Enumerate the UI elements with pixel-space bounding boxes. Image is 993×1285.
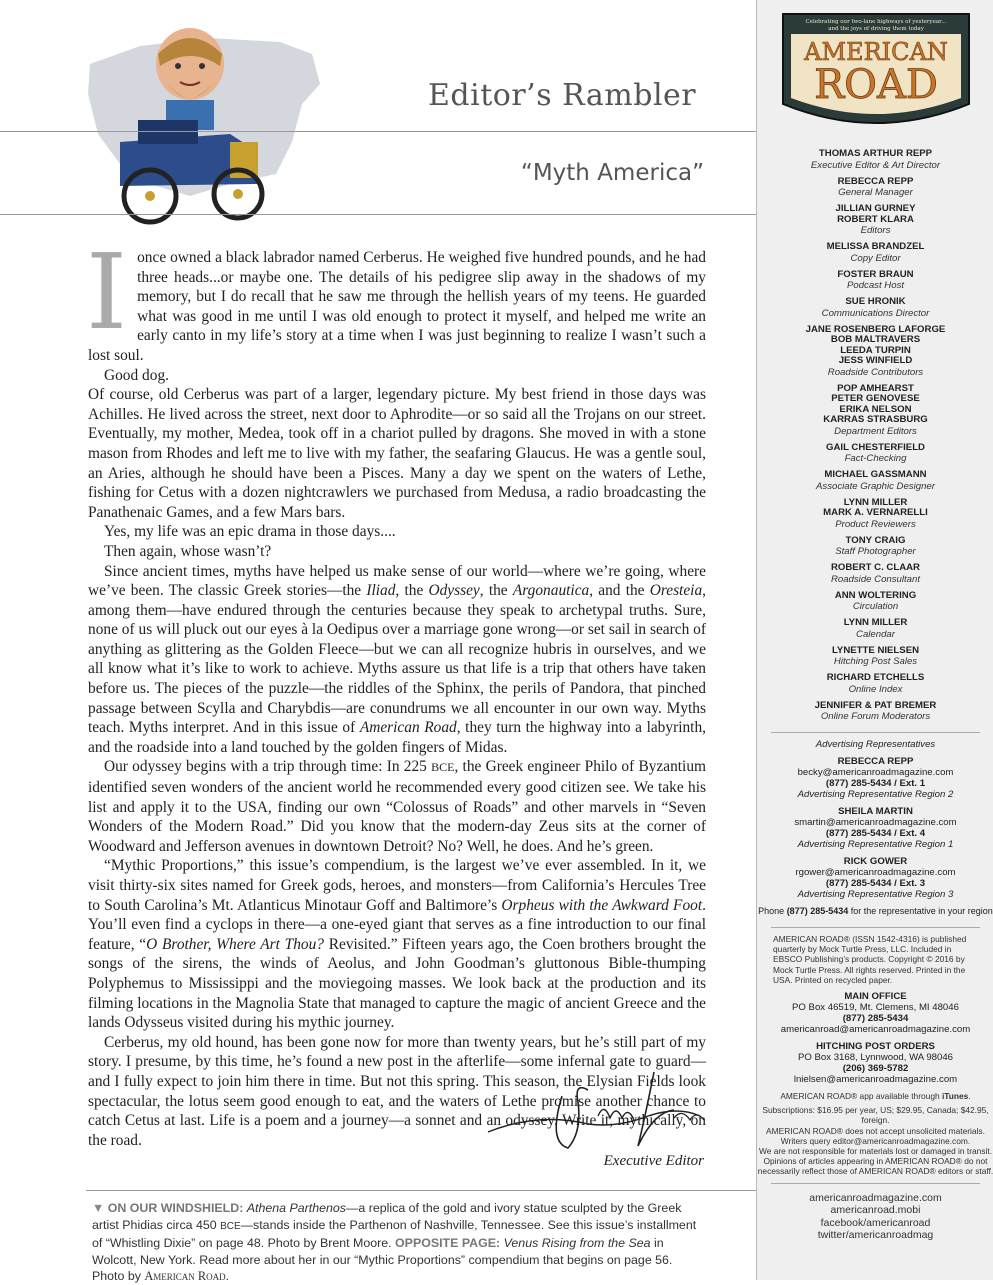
caption-divider	[86, 1190, 756, 1191]
staff-name: TONY CRAIG	[845, 534, 906, 546]
ad-rep-email[interactable]: smartin@americanroadmagazine.com	[794, 817, 957, 828]
advertising-list	[757, 756, 993, 900]
ad-rep-phone: (877) 285-5434 / Ext. 1	[825, 778, 926, 789]
sidebar-divider	[771, 927, 980, 928]
staff-role: Communications Director	[821, 307, 930, 319]
fine-print-line: necessarily reflect those of AMERICAN ROAD® editors or staff.	[757, 1166, 993, 1177]
article-body	[86, 231, 707, 1150]
fine-print	[757, 1105, 993, 1176]
fine-print-line: AMERICAN ROAD® does not accept unsolicited materials.	[766, 1125, 985, 1136]
ad-rep-phone: (877) 285-5434 / Ext. 4	[825, 828, 926, 839]
staff-name: ROBERT C. CLAAR	[830, 562, 920, 573]
hitching-post-orders: HITCHING POST ORDERS PO Box 3168, Lynnwood, WA 98046 (206) 369-5782 lnielsen@americanroadmagazine.com	[793, 1041, 958, 1086]
masthead-entry	[757, 618, 993, 640]
masthead-entry	[757, 177, 993, 199]
staff-role: Editors	[860, 225, 891, 236]
advertising-section	[757, 739, 993, 917]
ad-rep	[757, 806, 993, 850]
ad-rep-region: Advertising Representative Region 3	[797, 889, 954, 900]
paragraph	[86, 231, 706, 366]
staff-name: LYNETTE NIELSEN	[831, 644, 920, 656]
app-note: AMERICAN ROAD® app available through iTunes.	[780, 1091, 971, 1102]
web-link[interactable]: americanroad.mobi	[830, 1204, 921, 1217]
staff-name: RICHARD ETCHELLS	[826, 672, 925, 683]
page-title: Editor’s Rambler	[428, 78, 697, 113]
ad-rep-email[interactable]: rgower@americanroadmagazine.com	[795, 867, 956, 878]
subtitle-divider	[0, 214, 756, 215]
masthead-entry	[757, 443, 993, 465]
masthead-entry	[757, 270, 993, 292]
staff-role: Online Index	[848, 683, 903, 695]
staff-name: REBECCA REPP	[837, 175, 914, 187]
masthead-entry	[757, 204, 993, 236]
masthead-entry	[757, 591, 993, 613]
american-road-logo	[781, 12, 971, 136]
staff-role: Hitching Post Sales	[833, 656, 918, 667]
fine-print-line: We are not responsible for materials lost or damaged in transit.	[758, 1146, 993, 1157]
sidebar-divider	[771, 732, 980, 733]
editor-caricature-illustration	[80, 24, 330, 234]
masthead-entry	[757, 325, 993, 378]
publication-info: AMERICAN ROAD® (ISSN 1542-4316) is published quarterly by Mock Turtle Press, LLC. Included in EBSCO Publishing’s products. Copyright © 2016 by Mock Turtle Press. All rights reserved. Printed in the USA. Printed on recycled paper.	[773, 934, 967, 985]
staff-name: ANN WOLTERING	[834, 589, 917, 601]
web-link[interactable]: twitter/americanroadmag	[817, 1229, 934, 1242]
masthead-entry	[757, 498, 993, 530]
article-subtitle: “Myth America”	[520, 160, 704, 186]
staff-name: LEEDA TURPIN	[840, 344, 911, 356]
staff-name: PETER GENOVESE	[831, 393, 920, 404]
staff-role: Fact-Checking	[844, 453, 907, 464]
shield-icon: ▼	[92, 1201, 105, 1215]
ad-rep-name: SHEILA MARTIN	[838, 806, 913, 817]
staff-role: Online Forum Moderators	[820, 711, 931, 722]
staff-name: POP AMHEARST	[837, 382, 914, 394]
ad-rep-name: RICK GOWER	[843, 856, 908, 867]
masthead-entry	[757, 673, 993, 695]
masthead-entry	[757, 536, 993, 558]
staff-name: THOMAS ARTHUR REPP	[818, 148, 933, 159]
paragraph: Of course, old Cerberus was part of a larger, legendary picture. My best friend in those days was Achilles. He lived across the street, next door to Aphrodite—or so said all the Trojans on our street. Eventually, my mother, Medea, took off in a chariot pulled by dragons. She moved in with a stone mason from Rhodes and left me to live with my father, the seafaring Glaucus. He was a gentle soul, an Aries, although he should have been a Pisces. Many a day we spent on the waters of Lethe, fishing for Cetus with a dozen nightcrawlers we purchased from Medusa, a radio broadcasting the Panathenaic Games, and a few Mars bars.	[88, 386, 706, 521]
staff-name: MICHAEL GASSMANN	[824, 469, 927, 480]
masthead	[757, 149, 993, 1242]
staff-name: ROBERT KLARA	[837, 213, 914, 225]
fine-print-line: Writers query editor@americanroadmagazine.com.	[780, 1135, 971, 1146]
header-divider	[0, 131, 756, 132]
sidebar-divider	[771, 1183, 980, 1184]
masthead-entry	[757, 149, 993, 171]
staff-role: Calendar	[856, 628, 895, 640]
ad-rep-phone: (877) 285-5434 / Ext. 3	[825, 878, 926, 889]
photo-caption: ▼ ON OUR WINDSHIELD: Athena Parthenos—a replica of the gold and ivory statue sculpted by the Greek artist Phidias circa 450 BCE—stands inside the Parthenon of Nashville, Tennessee. See this issue’s installment of “Whistling Dixie” on page 48. Photo by Brent Moore. OPPOSITE PAGE: Venus Rising from the Sea in Wolcott, New York. Read more about her in our “Mythic Proportions” compendium that begins on page 56. Photo by American Road.	[92, 1201, 697, 1283]
paragraph-text: once owned a black labrador named Cerberus. He weighed five hundred pounds, and he had three heads...or maybe one. The details of his pedigree slip away in the shadows of my memory, but I do recall that he saw me through the hellish years of my teens. He guarded what was good in me until I was old enough to protect it myself, and helped me write an early canto in my life’s story at a time when I was just beginning to realize I wasn’t such a lost soul.	[88, 249, 706, 364]
staff-name: JENNIFER & PAT BREMER	[814, 699, 937, 711]
web-link[interactable]: facebook/americanroad	[820, 1216, 931, 1229]
staff-name: JANE ROSENBERG LAFORGE	[805, 323, 946, 335]
staff-name: GAIL CHESTERFIELD	[826, 441, 925, 453]
svg-text:AMERICAN: AMERICAN	[804, 38, 948, 66]
staff-name: LYNN MILLER	[843, 496, 908, 508]
fine-print-line: Subscriptions: $16.95 per year, US; $29.95, Canada; $42.95, foreign.	[762, 1105, 989, 1126]
staff-role: Podcast Host	[846, 280, 905, 291]
masthead-entry	[757, 384, 993, 437]
fine-print-line: Opinions of articles appearing in AMERICAN ROAD® do not	[763, 1156, 988, 1167]
staff-name: ERIKA NELSON	[839, 403, 912, 415]
masthead-entry	[757, 242, 993, 264]
staff-name: MELISSA BRANDZEL	[826, 241, 925, 252]
masthead-sidebar	[756, 0, 993, 1280]
svg-text:Celebrating our two-lane highw: Celebrating our two-lane highways of yesteryear...	[805, 19, 947, 25]
ad-rep-region: Advertising Representative Region 1	[797, 839, 954, 850]
paragraph: Our odyssey begins with a trip through time: In 225 BCE, the Greek engineer Philo of Byzantium identified seven wonders of the ancient world he recommended every good citizen see. We take his list and apply it to the USA, finding our own “Colossus of Roads” and other marvels in “Seven Wonders of the Modern Road.” Did you know that the modern-day Zeus sits at the corner of Woodward and Jefferson avenues in downtown Detroit? No? Well, he does. And he’s green.	[88, 758, 706, 855]
masthead-entry	[757, 646, 993, 668]
staff-role: Roadside Contributors	[827, 366, 924, 378]
staff-role: Roadside Consultant	[830, 573, 921, 585]
ad-rep	[757, 856, 993, 900]
phone-note: Phone (877) 285-5434 for the representative in your region	[758, 906, 993, 916]
staff-role: Department Editors	[834, 425, 917, 437]
masthead-entry	[757, 701, 993, 723]
web-link[interactable]: americanroadmagazine.com	[809, 1191, 942, 1204]
paragraph: Cerberus, my old hound, has been gone now for more than twenty years, but he’s still part of my story. I presume, by this time, he’s found a new post in the afterlife—some infernal gate to guard—and I fully expect to join him there in time. But not this spring. This season, the Elysian Fields look spectacular, the lotus seem good enough to eat, and the waters of Lethe promise another chance to catch Cetus at last. Life is a poem and a journey—a sonnet and an odyssey. Write it, mythically, on the road.	[88, 1033, 706, 1149]
editor-signature	[478, 1062, 708, 1157]
ad-rep-email[interactable]: becky@americanroadmagazine.com	[797, 767, 954, 778]
main-office: MAIN OFFICE PO Box 46519, Mt. Clemens, MI 48046 (877) 285-5434 americanroad@americanroadmagazine.com	[780, 991, 971, 1036]
masthead-entry	[757, 297, 993, 319]
paragraph: Yes, my life was an epic drama in those days....	[104, 523, 396, 541]
signature-caption: Executive Editor	[603, 1153, 704, 1169]
staff-name: JESS WINFIELD	[838, 355, 913, 366]
paragraph: Good dog.	[104, 366, 169, 384]
ad-rep-region: Advertising Representative Region 2	[797, 789, 954, 800]
paragraph: “Mythic Proportions,” this issue’s compendium, is the largest we’ve ever assembled. In it, we visit thirty-six sites named for Greek gods, heroes, and monsters—from California’s Hercules Tree to South Carolina’s Mt. Atlanticus Minotaur Goff and Baltimore’s Orpheus with the Awkward Foot. You’ll even find a cyclops in there—a one-eyed giant that serves as a fine introduction to our final feature, “O Brother, Where Art Thou? Revisited.” Fifteen years ago, the Coen brothers brought the songs of the sirens, the winds of Aeolus, and John Goodman’s gluttonous Bible-thumping Polyphemus to Mississippi and the moviegoing masses. We look back at the production and its filming locations in the Magnolia State that managed to capture the magic of ancient Greece and the lands Odysseus visited during his mythic journey.	[88, 857, 707, 1032]
staff-role: Associate Graphic Designer	[816, 480, 935, 492]
staff-name: SUE HRONIK	[845, 296, 906, 307]
svg-text:ROAD: ROAD	[814, 62, 938, 108]
svg-text:and the joys of driving them t: and the joys of driving them today	[828, 26, 924, 32]
ad-rep	[757, 756, 993, 800]
masthead-entry	[757, 470, 993, 492]
staff-name: JILLIAN GURNEY	[835, 203, 916, 214]
web-links	[757, 1192, 993, 1242]
staff-role: Executive Editor & Art Director	[810, 159, 941, 171]
paragraph: Then again, whose wasn’t?	[104, 542, 272, 560]
staff-name: FOSTER BRAUN	[837, 268, 914, 280]
drop-cap: I	[86, 231, 128, 353]
staff-role: Copy Editor	[850, 252, 901, 264]
staff-name: LYNN MILLER	[843, 617, 908, 628]
staff-name: BOB MALTRAVERS	[830, 334, 921, 345]
masthead-entry	[757, 563, 993, 585]
staff-role: Product Reviewers	[835, 518, 916, 530]
paragraph: Since ancient times, myths have helped us make sense of our world—where we’re going, where we’ve been. The classic Greek stories—the Iliad, the Odyssey, the Argonautica, and the Oresteia, among them—have endured through the centuries because they speak to archetypal truths. Sure, none of us will pluck out our eyes à la Oedipus over a marriage gone wrong—or set sail in search of anything as glittering as the Golden Fleece—but we can all recognize hubris in ourselves, and we all know what it’s like to work to achieve. Myths assure us that life is a trip that others have taken before us. The pieces of the puzzle—the riddles of the Sphinx, the perils of Pandora, that pinched passage between Scylla and Charybdis—are conundrums we all encounter in our own way. Myths teach. Myths interpret. And in this issue of American Road, they turn the highway into a labyrinth, and the roadside into a land touched by the golden fingers of Midas.	[88, 562, 706, 756]
advertising-heading: Advertising Representatives	[815, 739, 936, 750]
staff-name: KARRAS STRASBURG	[823, 414, 928, 425]
staff-role: Staff Photographer	[835, 546, 916, 557]
staff-role: Circulation	[852, 601, 899, 612]
staff-role: General Manager	[838, 187, 913, 198]
ad-rep-name: REBECCA REPP	[837, 756, 914, 767]
staff-name: MARK A. VERNARELLI	[823, 507, 928, 518]
masthead-list	[757, 149, 993, 722]
